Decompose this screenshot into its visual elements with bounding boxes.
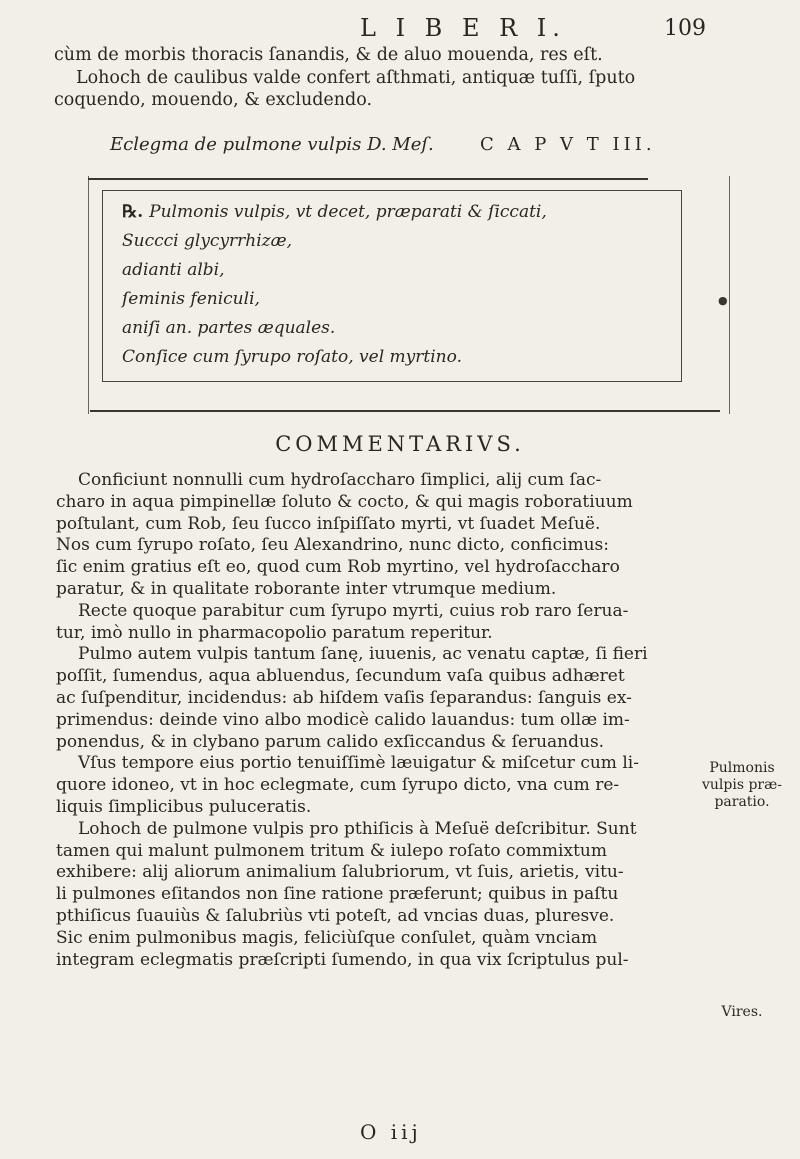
frame-rule-bottom [90,410,720,412]
text-line: exhibere: alij aliorum animalium ſalubriorum, vt ſuis, arietis, vitu- [56,862,624,883]
commentary-body [56,470,696,971]
text-line: coquendo, mouendo, & excludendo. [54,90,373,110]
paragraph [56,644,696,753]
recipe-line [122,198,662,227]
margin-note-line: paratio. [714,794,770,810]
text-line: integram eclegmatis præſcripti ſumendo, in qua vix ſcriptulus pul- [56,949,629,970]
margin-note-line: vulpis præ- [701,777,783,793]
running-title: L I B E R I. [360,14,566,42]
text-line: tamen qui malunt pulmonem tritum & iulepo roſato commixtum [56,840,607,861]
text-line: tur, imò nullo in pharmacopolio paratum reperitur. [56,622,493,643]
recipe-ingredient: ſeminis feniculi, [122,289,260,309]
text-line: Pulmo autem vulpis tantum ſanę, iuuenis, ac venatu captæ, ſi fieri [78,644,648,665]
text-line: Conficiunt nonnulli cum hydroſaccharo ſimplici, alij cum ſac- [78,470,602,490]
text-line: ac ſuſpenditur, incidendus: ab hiſdem vaſis ſeparandus: ſanguis ex- [56,687,632,708]
chapter-title: Eclegma de pulmone vulpis D. Meſ. [110,134,434,155]
text-line: Nos cum ſyrupo roſato, ſeu Alexandrino, nunc dicto, conficimus: [56,535,609,556]
text-line: quore idoneo, vt in hoc eclegmate, cum ſyrupo dicto, vna cum re- [56,775,620,796]
text-line: ſic enim gratius eſt eo, quod cum Rob myrtino, vel hydroſaccharo [56,557,620,578]
recipe-ingredient: aniſi an. partes æquales. [122,318,336,338]
paragraph [56,819,696,972]
commentary-heading: COMMENTARIVS. [275,432,525,456]
text-line: Sic enim pulmonibus magis, feliciùſque conſulet, quàm vnciam [56,927,598,948]
paragraph [56,753,696,818]
frame-ornament-icon: ● [718,294,728,307]
text-line: Recte quoque parabitur cum ſyrupo myrti, cuius rob raro ſerua- [78,600,629,621]
recipe-ingredient: adianti albi, [122,260,225,280]
text-line: primendus: deinde vino albo modicè calido lauandus: tum ollæ im- [56,709,630,730]
paragraph [56,470,696,601]
recipe-ingredient: Pulmonis vulpis, vt decet, præparati & ſiccati, [149,202,547,222]
text-line: liquis ſimplicibus puluceratis. [56,796,312,817]
text-line: paratur, & in qualitate roborante inter vtrumque medium. [56,578,557,599]
recipe-ingredient: Succci glycyrrhizæ, [122,231,293,251]
chapter-heading [110,134,710,160]
text-line: poſſit, ſumendus, aqua abluendus, ſecundum vaſa quibus adhæret [56,666,625,687]
text-line: poſtulant, cum Rob, ſeu ſucco inſpiſſato myrti, vt ſuadet Meſuë. [56,513,601,534]
recipe-symbol: ℞. [122,202,144,222]
running-head [0,14,800,44]
intro-text [54,44,694,112]
recipe-text [122,198,662,372]
text-line: Vſus tempore eius portio tenuiſſimè læuigatur & miſcetur cum li- [78,753,639,774]
signature-mark: O iij [360,1120,422,1144]
text-line: Lohoch de caulibus valde confert aſthmati, antiquæ tuſſi, ſputo [76,67,636,88]
text-line: ponendus, & in clybano parum calido exſiccandus & ſeruandus. [56,731,605,752]
paragraph [56,601,696,645]
margin-note-line: Pulmonis [709,760,775,776]
margin-note-preparation [700,760,784,811]
page-number: 109 [664,16,706,41]
text-line: charo in aqua pimpinellæ ſoluto & cocto, & qui magis roboratiuum [56,491,633,512]
text-line: Lohoch de pulmone vulpis pro pthiſicis à Meſuë deſcribitur. Sunt [78,818,637,839]
recipe-instruction: Conſice cum ſyrupo roſato, vel myrtino. [122,347,462,367]
margin-note-virtues [700,1004,784,1021]
text-line: pthiſicus ſuauiùs & ſalubriùs vti poteſt, ad vncias duas, pluresve. [56,905,615,926]
text-line: li pulmones eſitandos non ſine ratione præferunt; quibus in paſtu [56,884,619,905]
frame-rule-top [88,178,648,180]
chapter-label: C A P V T III. [480,134,656,155]
text-line: cùm de morbis thoracis ſanandis, & de aluo mouenda, res eſt. [54,45,603,65]
margin-note-line: Vires. [721,1004,763,1020]
